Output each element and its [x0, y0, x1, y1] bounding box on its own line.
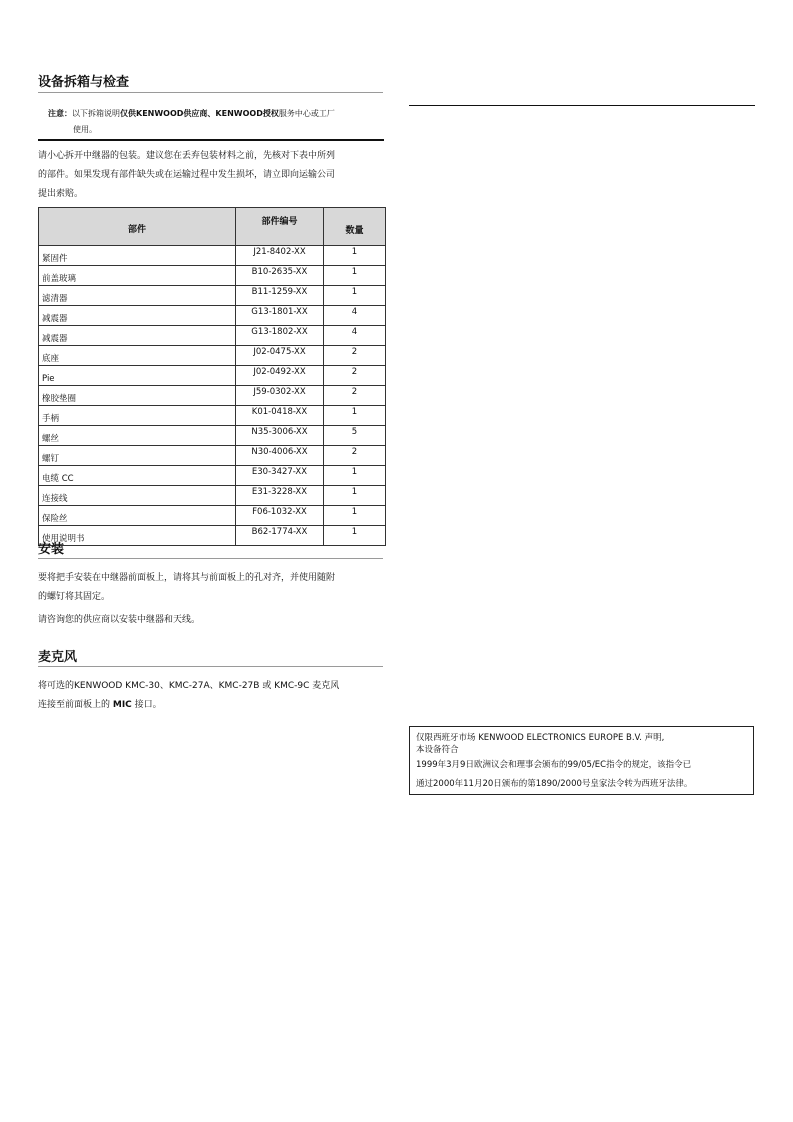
installation-heading: 安装 [38, 542, 65, 557]
part-number: G13-1801-XX [236, 306, 324, 326]
installation-line: 要将把手安装在中继器前面板上，请将其与前面板上的孔对齐，并使用随附 [38, 573, 336, 583]
table-row [39, 306, 386, 326]
part-name: 电缆 CC [39, 466, 236, 486]
table-row [39, 526, 386, 546]
part-number: J02-0492-XX [236, 366, 324, 386]
part-quantity: 1 [324, 246, 386, 266]
table-row [39, 286, 386, 306]
part-number: N30-4006-XX [236, 446, 324, 466]
installation-heading-rule [38, 558, 383, 559]
unpacking-note [48, 106, 383, 138]
installation-p2: 请咨询您的供应商以安装中继器和天线。 [38, 615, 201, 625]
part-number: J02-0475-XX [236, 346, 324, 366]
table-row [39, 366, 386, 386]
part-number: B11-1259-XX [236, 286, 324, 306]
part-name: 螺丝 [39, 426, 236, 446]
part-quantity: 1 [324, 266, 386, 286]
body-line: 提出索赔。 [38, 189, 84, 199]
part-quantity: 1 [324, 506, 386, 526]
part-quantity: 5 [324, 426, 386, 446]
notice-line-3: 1999年3月9日欧洲议会和理事会颁布的99/05/EC指令的规定，该指令已 [416, 760, 692, 770]
part-number: B10-2635-XX [236, 266, 324, 286]
part-quantity: 1 [324, 526, 386, 546]
body-line: 请小心拆开中继器的包装。建议您在丢弃包装材料之前，先核对下表中所列 [38, 151, 336, 161]
table-row [39, 446, 386, 466]
table-row [39, 466, 386, 486]
part-quantity: 1 [324, 286, 386, 306]
note-text-2: 服务中心或工厂 [278, 109, 335, 118]
table-row [39, 406, 386, 426]
note-line-2: 使用。 [73, 125, 97, 134]
body-line: 的部件。如果发现有部件缺失或在运输过程中发生损坏，请立即向运输公司 [38, 170, 336, 180]
part-quantity: 2 [324, 386, 386, 406]
installation-body [38, 569, 388, 607]
part-name: Pie [39, 366, 236, 386]
microphone-line-2 [38, 696, 388, 715]
part-name: 使用说明书 [39, 526, 236, 546]
part-quantity: 4 [324, 306, 386, 326]
part-number: F06-1032-XX [236, 506, 324, 526]
table-row [39, 506, 386, 526]
note-text-1: 以下拆箱说明 [72, 109, 120, 118]
note-label: 注意： [48, 109, 72, 118]
installation-line: 的螺钉将其固定。 [38, 592, 111, 602]
part-number: E30-3427-XX [236, 466, 324, 486]
part-number: J21-8402-XX [236, 246, 324, 266]
part-name: 保险丝 [39, 506, 236, 526]
microphone-line-1: 将可选的KENWOOD KMC-30、KMC-27A、KMC-27B 或 KMC-9C 麦克风 [38, 681, 340, 691]
parts-table-header [39, 208, 386, 246]
table-row [39, 486, 386, 506]
header-quantity: 数量 [324, 208, 386, 246]
table-row [39, 346, 386, 366]
notice-line-2: 本设备符合 [416, 745, 459, 755]
header-part: 部件 [39, 208, 236, 246]
microphone-body [38, 677, 388, 715]
mic-label: MIC [112, 700, 132, 710]
unpacking-heading-rule [38, 92, 383, 93]
table-row [39, 426, 386, 446]
microphone-heading-rule [38, 666, 383, 667]
note-bottom-rule [38, 139, 384, 141]
parts-table [38, 207, 386, 546]
part-name: 减震器 [39, 326, 236, 346]
part-quantity: 1 [324, 486, 386, 506]
header-part-number: 部件编号 [236, 208, 324, 246]
part-name: 螺钉 [39, 446, 236, 466]
part-number: K01-0418-XX [236, 406, 324, 426]
mic-text-after: 接口。 [131, 700, 162, 710]
part-name: 紧固件 [39, 246, 236, 266]
part-number: N35-3006-XX [236, 426, 324, 446]
table-row [39, 246, 386, 266]
notice-line-4: 通过2000年11月20日颁布的第1890/2000号皇家法令转为西班牙法律。 [416, 779, 693, 789]
part-name: 连接线 [39, 486, 236, 506]
note-line-1 [48, 106, 383, 122]
part-number: B62-1774-XX [236, 526, 324, 546]
microphone-heading: 麦克风 [38, 650, 78, 665]
part-quantity: 2 [324, 446, 386, 466]
unpacking-body [38, 147, 388, 204]
part-quantity: 4 [324, 326, 386, 346]
part-name: 滤清器 [39, 286, 236, 306]
part-name: 前盖玻璃 [39, 266, 236, 286]
part-number: J59-0302-XX [236, 386, 324, 406]
part-name: 橡胶垫圈 [39, 386, 236, 406]
notice-line-1: 仅限西班牙市场 KENWOOD ELECTRONICS EUROPE B.V. 声明, [416, 733, 665, 743]
part-name: 手柄 [39, 406, 236, 426]
part-name: 底座 [39, 346, 236, 366]
table-row [39, 266, 386, 286]
mic-text-before: 连接至前面板上的 [38, 700, 113, 710]
part-quantity: 2 [324, 366, 386, 386]
spain-notice-box [409, 726, 754, 795]
table-row [39, 386, 386, 406]
part-number: G13-1802-XX [236, 326, 324, 346]
part-name: 减震器 [39, 306, 236, 326]
table-row [39, 326, 386, 346]
part-quantity: 1 [324, 466, 386, 486]
unpacking-heading: 设备拆箱与检查 [38, 75, 130, 90]
note-bold: 仅供KENWOOD供应商、KENWOOD授权 [120, 109, 279, 118]
part-number: E31-3228-XX [236, 486, 324, 506]
right-column-rule [409, 105, 755, 106]
part-quantity: 2 [324, 346, 386, 366]
part-quantity: 1 [324, 406, 386, 426]
